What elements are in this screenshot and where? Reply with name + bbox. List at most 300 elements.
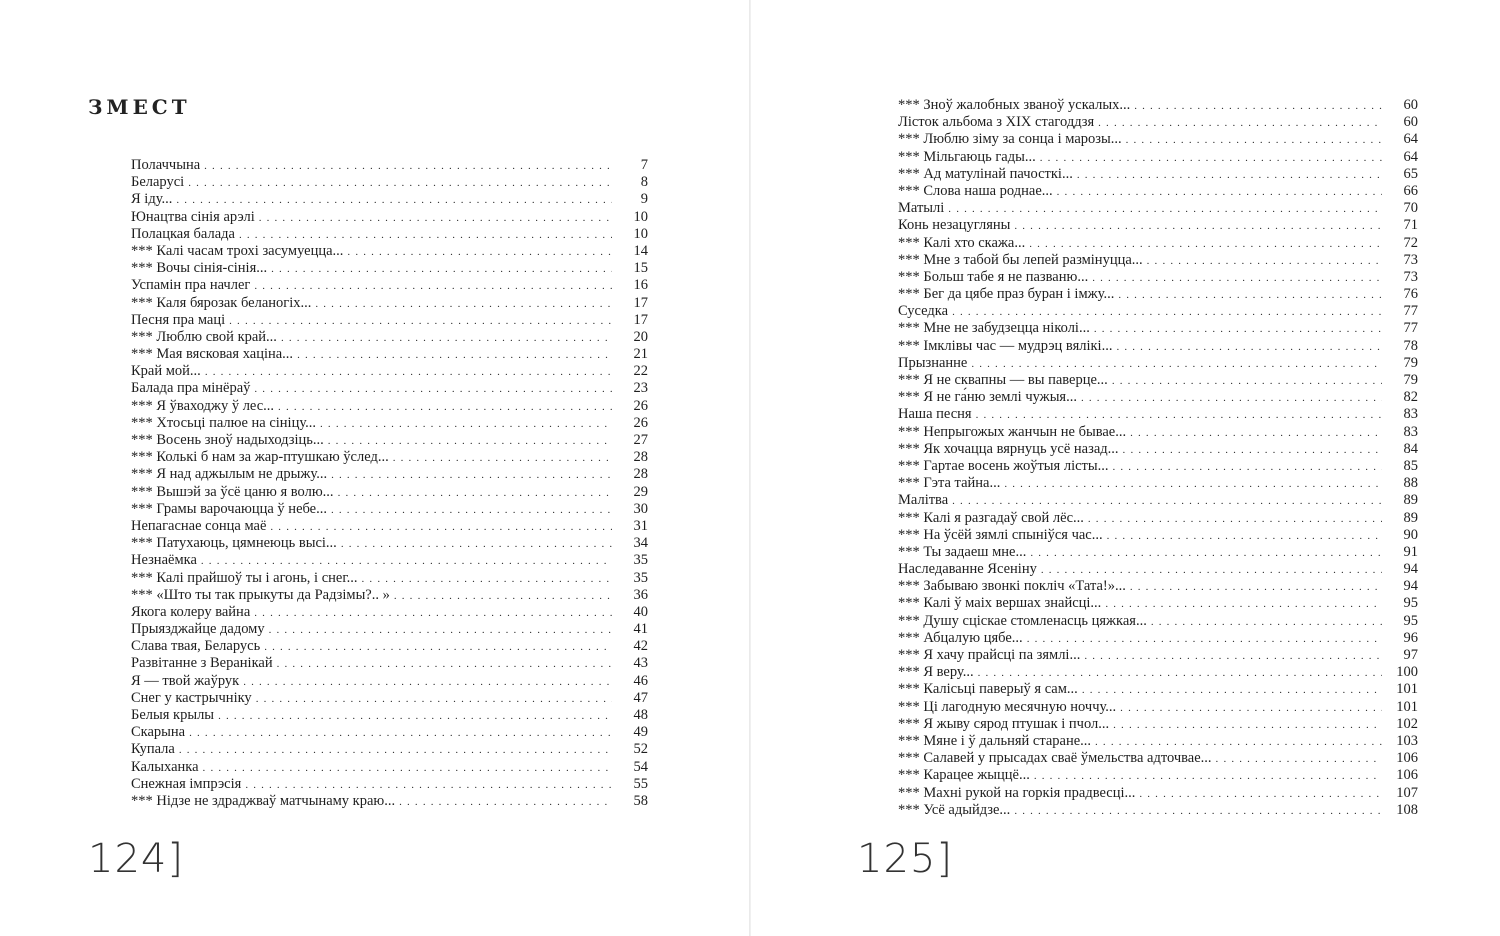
toc-entry-title: Я — твой жаўрук [131, 672, 240, 689]
toc-entry-title: *** Як хочацца вярнуць усё назад... [898, 440, 1119, 457]
toc-leader-dots [978, 665, 1382, 682]
toc-entry [131, 759, 648, 776]
toc-entry [898, 406, 1418, 423]
toc-entry-title: *** Каля бярозак беланогіх... [131, 294, 312, 311]
toc-entry-page: 82 [1403, 389, 1418, 406]
toc-entry-title: *** Забываю звонкі покліч «Тата!»... [898, 578, 1126, 595]
toc-entry-page: 106 [1396, 767, 1418, 784]
toc-entry-title: Наследаванне Ясеніну [898, 561, 1037, 578]
toc-leader-dots [1098, 115, 1382, 132]
toc-leader-dots [320, 416, 612, 433]
toc-leader-dots [245, 777, 612, 794]
toc-entry-page: 58 [633, 792, 648, 809]
toc-entry-title: *** Вочы сінія-сінія... [131, 260, 268, 277]
toc-entry [898, 510, 1418, 527]
toc-entry [898, 114, 1418, 131]
toc-entry [898, 424, 1418, 441]
toc-entry [131, 449, 648, 466]
toc-entry-title: Калыханка [131, 758, 199, 775]
toc-leader-dots [1113, 717, 1382, 734]
toc-entry [131, 707, 648, 724]
toc-entry-page: 20 [633, 328, 648, 345]
toc-entry-page: 77 [1403, 303, 1418, 320]
toc-entry [898, 613, 1418, 630]
toc-entry-page: 34 [633, 535, 648, 552]
toc-entry [898, 561, 1418, 578]
toc-entry-page: 94 [1403, 578, 1418, 595]
toc-entry-page: 94 [1403, 561, 1418, 578]
toc-entry-title: *** Я жыву сярод птушак і пчол... [898, 715, 1110, 732]
toc-leader-dots [1014, 803, 1382, 820]
toc-leader-dots [256, 691, 612, 708]
toc-leader-dots [254, 381, 612, 398]
toc-entry [131, 518, 648, 535]
toc-entry-title: Прызнанне [898, 354, 968, 371]
toc-entry [131, 260, 648, 277]
toc-entry-page: 46 [633, 672, 648, 689]
contents-heading: ЗМЕСТ [88, 95, 191, 119]
toc-entry-page: 47 [633, 689, 648, 706]
toc-entry-page: 54 [633, 758, 648, 775]
toc-entry-page: 35 [633, 569, 648, 586]
toc-entry [898, 338, 1418, 355]
toc-entry-page: 60 [1403, 114, 1418, 131]
toc-entry [898, 458, 1418, 475]
toc-entry-page: 103 [1396, 732, 1418, 749]
toc-entry-page: 10 [633, 208, 648, 225]
toc-entry-page: 64 [1403, 131, 1418, 148]
toc-leader-dots [1088, 511, 1382, 528]
toc-leader-dots [1139, 786, 1382, 803]
toc-entry-page: 90 [1403, 526, 1418, 543]
toc-leader-dots [315, 296, 612, 313]
toc-entry-page: 66 [1403, 182, 1418, 199]
toc-entry-page: 28 [633, 449, 648, 466]
toc-entry [898, 372, 1418, 389]
toc-leader-dots [976, 407, 1382, 424]
toc-leader-dots [971, 356, 1382, 373]
toc-entry [131, 741, 648, 758]
toc-entry [898, 716, 1418, 733]
toc-leader-dots [1041, 562, 1382, 579]
toc-entry-page: 60 [1403, 97, 1418, 113]
toc-entry [131, 415, 648, 432]
toc-entry-page: 107 [1396, 784, 1418, 801]
toc-entry-title: Малітва [898, 492, 949, 509]
toc-entry-title: *** Гэта тайна... [898, 475, 1001, 492]
toc-entry-page: 42 [633, 638, 648, 655]
toc-entry [898, 389, 1418, 406]
toc-entry-page: 7 [640, 157, 648, 173]
toc-entry-title: *** Восень зноў надыходзіць... [131, 432, 324, 448]
toc-entry-page: 23 [633, 380, 648, 397]
toc-leader-dots [176, 192, 612, 209]
toc-entry [131, 690, 648, 707]
toc-entry-page: 100 [1396, 664, 1418, 681]
toc-leader-dots [277, 656, 612, 673]
toc-entry-page: 85 [1403, 457, 1418, 474]
toc-entry-title: Наша песня [898, 406, 972, 423]
toc-entry-title: *** Я не га́ню землі чужыя... [898, 389, 1077, 406]
toc-leader-dots [218, 708, 612, 725]
toc-entry [131, 363, 648, 380]
toc-entry-title: Прыязджайце дадому [131, 621, 265, 638]
toc-leader-dots [189, 725, 612, 742]
toc-entry [131, 157, 648, 174]
toc-entry-page: 29 [633, 483, 648, 500]
toc-entry-title: *** Я ўваходжу ў лес... [131, 397, 275, 414]
toc-entry-title: Скарына [131, 724, 186, 741]
toc-leader-dots [1082, 682, 1382, 699]
toc-entry [131, 174, 648, 191]
toc-leader-dots [1034, 768, 1382, 785]
toc-entry-title: Снежная імпрэсія [131, 775, 242, 792]
toc-leader-dots [394, 588, 612, 605]
toc-leader-dots [1130, 425, 1382, 442]
toc-leader-dots [271, 261, 612, 278]
toc-entry-title: *** Зноў жалобных званоў ускалых... [898, 97, 1131, 113]
toc-entry-title: *** Нідзе не здраджваў матчынаму краю... [131, 792, 396, 809]
toc-leader-dots [1094, 321, 1382, 338]
toc-entry-title: *** Калі я разгадаў свой лёс... [898, 509, 1084, 526]
toc-entry-title: Развітанне з Веранікай [131, 655, 273, 672]
toc-entry-title: *** Мільгаюць гады... [898, 148, 1036, 165]
toc-entry-page: 102 [1396, 715, 1418, 732]
toc-entry-title: *** Карацее жыццё... [898, 767, 1030, 784]
toc-entry-title: *** «Што ты так прыкуты да Радзімы?.. » [131, 586, 390, 603]
toc-entry-page: 89 [1403, 492, 1418, 509]
toc-entry-page: 97 [1403, 647, 1418, 663]
toc-leader-dots [281, 330, 612, 347]
toc-entry-title: *** Імклівы час — мудрэц вялікі... [898, 337, 1113, 354]
toc-entry-title: Снег у кастрычніку [131, 689, 252, 706]
toc-leader-dots [1030, 545, 1382, 562]
toc-leader-dots [1057, 184, 1382, 201]
toc-entry-title: *** Мая вясковая хаціна... [131, 346, 294, 363]
toc-leader-dots [1092, 270, 1382, 287]
toc-entry [131, 638, 648, 655]
toc-entry [898, 217, 1418, 234]
toc-entry [898, 200, 1418, 217]
toc-entry-page: 95 [1403, 595, 1418, 612]
toc-entry [898, 149, 1418, 166]
toc-entry-title: *** Салавей у прысадах сваё ўмельства адточвае... [898, 750, 1212, 767]
toc-leader-dots [269, 622, 612, 639]
toc-entry-title: *** Калі хто скажа... [898, 234, 1026, 251]
toc-entry [898, 166, 1418, 183]
toc-entry [131, 432, 648, 449]
toc-entry-page: 73 [1403, 268, 1418, 285]
toc-entry-page: 83 [1403, 423, 1418, 440]
toc-entry-title: *** Люблю зіму за сонца і марозы... [898, 131, 1122, 148]
toc-entry-title: *** Калі прайшоў ты і агонь, і снег... [131, 569, 358, 586]
toc-leader-dots [205, 364, 612, 381]
toc-entry [131, 398, 648, 415]
toc-entry [131, 312, 648, 329]
toc-entry [131, 501, 648, 518]
toc-entry [898, 252, 1418, 269]
toc-entry-title: Край мой... [131, 363, 201, 380]
toc-entry-title: *** Я над аджылым не дрыжу... [131, 466, 328, 483]
toc-entry-page: 79 [1403, 372, 1418, 388]
toc-entry-page: 70 [1403, 200, 1418, 217]
toc-entry-title: *** Калі ў маіх вершах знайсці... [898, 595, 1102, 612]
toc-entry-page: 41 [633, 621, 648, 638]
toc-entry [131, 329, 648, 346]
toc-entry-title: *** Ці лагодную месячную ноччу... [898, 698, 1117, 715]
toc-entry [131, 346, 648, 363]
toc-leader-dots [393, 450, 612, 467]
toc-entry-page: 27 [633, 432, 648, 448]
toc-entry-title: *** Абцалую цябе... [898, 629, 1023, 646]
toc-entry-page: 43 [633, 655, 648, 672]
toc-entry [898, 802, 1418, 819]
toc-leader-dots [341, 536, 612, 553]
toc-entry [898, 595, 1418, 612]
toc-entry [898, 320, 1418, 337]
toc-leader-dots [1084, 648, 1382, 665]
toc-leader-dots [254, 605, 612, 622]
toc-entry [898, 785, 1418, 802]
toc-leader-dots [1077, 167, 1382, 184]
toc-entry-page: 108 [1396, 801, 1418, 818]
toc-entry-title: Балада пра мінёраў [131, 380, 251, 397]
toc-entry-page: 65 [1403, 165, 1418, 182]
toc-entry [898, 630, 1418, 647]
toc-entry-page: 78 [1403, 337, 1418, 354]
toc-entry-page: 30 [633, 500, 648, 517]
toc-entry-title: *** Бег да цябе праз буран і імжу... [898, 286, 1115, 303]
toc-entry [898, 97, 1418, 114]
toc-entry-title: Незнаёмка [131, 552, 197, 569]
toc-entry-title: *** Калі часам трохі засумуецца... [131, 242, 344, 259]
toc-leader-dots [952, 304, 1382, 321]
toc-leader-dots [362, 571, 612, 588]
toc-leader-dots [1130, 579, 1382, 596]
toc-leader-dots [338, 485, 612, 502]
toc-entry-page: 79 [1403, 354, 1418, 371]
toc-entry-page: 26 [633, 397, 648, 414]
toc-leader-dots [948, 201, 1382, 218]
toc-entry-page: 73 [1403, 251, 1418, 268]
toc-leader-dots [1120, 700, 1382, 717]
toc-entry-page: 14 [633, 242, 648, 259]
toc-leader-dots [1112, 373, 1382, 390]
toc-entry-page: 52 [633, 741, 648, 758]
toc-leader-dots [1029, 236, 1382, 253]
toc-entry-page: 64 [1403, 148, 1418, 165]
toc-entry-page: 17 [633, 294, 648, 311]
toc-entry [898, 183, 1418, 200]
toc-entry-page: 89 [1403, 509, 1418, 526]
page-number-right: 125] [857, 836, 953, 882]
toc-entry-page: 71 [1403, 217, 1418, 234]
toc-leader-dots [1126, 132, 1382, 149]
toc-leader-dots [1027, 631, 1382, 648]
toc-entry [898, 235, 1418, 252]
toc-entry-title: Купала [131, 741, 175, 758]
toc-leader-dots [204, 158, 612, 175]
toc-entry [131, 604, 648, 621]
toc-leader-dots [347, 244, 612, 261]
toc-entry-page: 21 [633, 346, 648, 363]
toc-leader-dots [203, 760, 612, 777]
toc-leader-dots [1118, 287, 1382, 304]
toc-entry-page: 26 [633, 414, 648, 431]
toc-entry-title: Слава твая, Беларусь [131, 638, 261, 655]
toc-entry [898, 681, 1418, 698]
toc-leader-dots [278, 399, 612, 416]
toc-entry [898, 647, 1418, 664]
toc-entry-page: 76 [1403, 286, 1418, 303]
toc-entry-title: *** Хтосьці палюе на сініцу... [131, 414, 317, 431]
toc-entry [131, 552, 648, 569]
toc-entry [131, 226, 648, 243]
toc-entry [898, 475, 1418, 492]
left-page [0, 0, 749, 936]
toc-leader-dots [952, 493, 1382, 510]
toc-entry [131, 793, 648, 810]
toc-entry-page: 36 [633, 586, 648, 603]
toc-entry-title: *** Я хачу прайсці па зямлі... [898, 647, 1081, 663]
toc-leader-dots [1107, 528, 1382, 545]
toc-entry-title: Белыя крылы [131, 707, 215, 723]
toc-leader-dots [1081, 390, 1382, 407]
toc-entry-page: 15 [633, 260, 648, 277]
toc-leader-dots [179, 742, 612, 759]
toc-entry-title: Полацкая балада [131, 225, 235, 242]
toc-leader-dots [1014, 218, 1382, 235]
toc-entry [898, 578, 1418, 595]
toc-entry-title: *** Колькі б нам за жар-птушкаю ўслед... [131, 449, 389, 466]
toc-entry-page: 40 [633, 603, 648, 620]
toc-entry-title: Юнацтва сінія арэлі [131, 208, 255, 225]
toc-entry-page: 31 [633, 517, 648, 534]
toc-entry [898, 544, 1418, 561]
toc-leader-dots [1116, 339, 1382, 356]
toc-entry [131, 655, 648, 672]
toc-entry [898, 355, 1418, 372]
toc-leader-dots [1040, 150, 1382, 167]
toc-entry-title: *** Махні рукой на горкія прадвесці... [898, 784, 1136, 801]
toc-entry-title: *** Я веру... [898, 664, 974, 681]
toc-entry-page: 91 [1403, 543, 1418, 560]
toc-list-left [131, 157, 648, 810]
toc-leader-dots [1147, 253, 1382, 270]
toc-leader-dots [328, 433, 612, 450]
toc-entry-page: 9 [640, 191, 648, 208]
toc-entry-title: *** На ўсёй зямлі спыніўся час... [898, 526, 1103, 543]
toc-entry [898, 664, 1418, 681]
toc-entry [131, 191, 648, 208]
toc-entry-title: *** Люблю свой край... [131, 328, 277, 345]
toc-entry [131, 535, 648, 552]
toc-entry-page: 8 [640, 174, 648, 191]
toc-leader-dots [1151, 614, 1382, 631]
toc-leader-dots [259, 210, 612, 227]
toc-leader-dots [243, 674, 612, 691]
toc-leader-dots [331, 502, 612, 519]
toc-leader-dots [1113, 459, 1383, 476]
toc-entry-title: *** Мяне і ў дальняй старане... [898, 732, 1092, 749]
toc-entry [898, 441, 1418, 458]
toc-entry-page: 96 [1403, 629, 1418, 646]
toc-leader-dots [331, 467, 612, 484]
toc-entry-page: 35 [633, 552, 648, 569]
toc-entry-title: *** Грамы варочаюцца ў небе... [131, 500, 327, 517]
toc-entry [898, 733, 1418, 750]
toc-entry [131, 484, 648, 501]
toc-entry-page: 28 [633, 466, 648, 483]
toc-leader-dots [229, 313, 612, 330]
toc-entry-page: 88 [1403, 475, 1418, 492]
toc-leader-dots [1134, 98, 1382, 115]
toc-entry [898, 492, 1418, 509]
toc-entry-title: Суседка [898, 303, 949, 320]
right-page [751, 0, 1500, 936]
toc-leader-dots [1095, 734, 1382, 751]
toc-entry-page: 48 [633, 707, 648, 723]
toc-entry [898, 767, 1418, 784]
toc-entry-page: 16 [633, 277, 648, 294]
toc-entry-title: Конь незацугляны [898, 217, 1011, 234]
toc-entry-page: 83 [1403, 406, 1418, 423]
toc-entry [898, 303, 1418, 320]
toc-leader-dots [239, 227, 612, 244]
toc-entry [898, 699, 1418, 716]
toc-leader-dots [1123, 442, 1382, 459]
toc-entry [898, 269, 1418, 286]
toc-entry-page: 22 [633, 363, 648, 380]
toc-entry [131, 380, 648, 397]
toc-leader-dots [1105, 596, 1382, 613]
toc-entry [131, 295, 648, 312]
toc-entry-title: *** Усё адыйдзе... [898, 801, 1011, 818]
toc-entry-title: *** Ад матулінай пачосткі... [898, 165, 1073, 182]
toc-entry-page: 10 [633, 225, 648, 242]
toc-entry [131, 621, 648, 638]
toc-entry [898, 750, 1418, 767]
toc-leader-dots [399, 794, 612, 811]
toc-entry-page: 55 [633, 775, 648, 792]
toc-entry-title: *** Вышэй за ўсё цаню я волю... [131, 483, 334, 500]
toc-entry-page: 77 [1403, 320, 1418, 337]
toc-entry-page: 17 [633, 311, 648, 328]
toc-entry-title: *** Слова наша роднае... [898, 182, 1053, 199]
toc-entry-page: 106 [1396, 750, 1418, 767]
toc-entry [131, 277, 648, 294]
toc-entry [131, 776, 648, 793]
toc-entry-title: Непагаснае сонца маё [131, 517, 267, 534]
toc-entry [131, 466, 648, 483]
toc-entry-title: Успамін пра начлег [131, 277, 251, 294]
toc-entry [131, 673, 648, 690]
toc-leader-dots [297, 347, 612, 364]
toc-entry [898, 527, 1418, 544]
toc-entry-title: Полаччына [131, 157, 201, 173]
toc-entry-title: *** Калісьці паверыў я сам... [898, 681, 1078, 698]
toc-entry [898, 131, 1418, 148]
toc-entry-page: 101 [1396, 698, 1418, 715]
toc-leader-dots [264, 639, 612, 656]
toc-entry-page: 84 [1403, 440, 1418, 457]
toc-entry-title: Я іду... [131, 191, 173, 208]
toc-entry-title: *** Больш табе я не пазваню... [898, 268, 1089, 285]
toc-entry [131, 587, 648, 604]
toc-entry-title: *** Патухаюць, цямнеюць высі... [131, 535, 337, 552]
toc-entry-title: *** Гартае восень жоўтыя лісты... [898, 457, 1109, 474]
toc-entry-page: 72 [1403, 234, 1418, 251]
